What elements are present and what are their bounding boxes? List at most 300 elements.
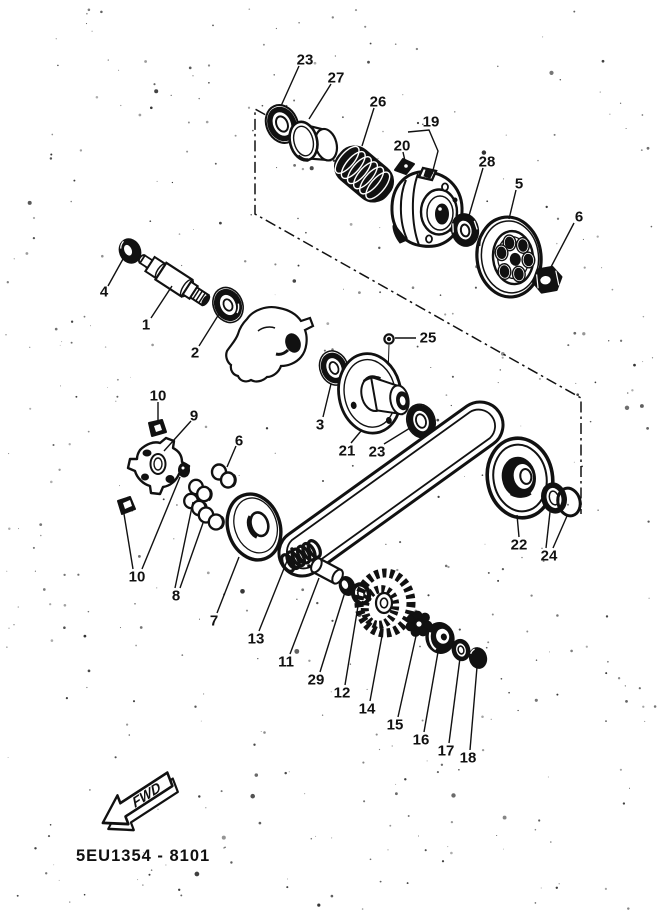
speckle-dot	[446, 394, 448, 396]
speckle-dot	[643, 316, 645, 318]
speckle-dot	[305, 232, 307, 234]
speckle-dot	[60, 385, 61, 386]
speckle-dot	[458, 769, 460, 771]
speckle-dot	[153, 83, 155, 85]
callout-17	[438, 658, 460, 760]
speckle-dot	[464, 476, 465, 477]
speckle-dot	[503, 178, 504, 179]
speckle-dot	[203, 693, 204, 694]
speckle-dot	[28, 201, 32, 205]
speckle-dot	[541, 888, 542, 889]
callout-13	[248, 561, 287, 648]
speckle-dot	[451, 821, 453, 823]
speckle-dot	[70, 201, 72, 203]
speckle-dot	[317, 904, 320, 907]
part-cap-18	[468, 646, 489, 669]
speckle-dot	[144, 60, 147, 63]
callout-28	[468, 154, 495, 220]
callout-1	[142, 286, 172, 334]
speckle-dot	[654, 705, 657, 708]
part-clutch-housing-5	[473, 214, 545, 300]
speckle-dot	[273, 74, 274, 75]
speckle-dot	[520, 426, 521, 427]
speckle-dot	[331, 691, 332, 692]
speckle-dot	[437, 496, 439, 498]
callout-26	[362, 94, 386, 147]
speckle-dot	[219, 222, 222, 225]
speckle-dot	[53, 864, 54, 865]
parts-layer	[116, 100, 583, 670]
callout-label-26: 26	[369, 93, 387, 111]
callout-29	[308, 592, 345, 689]
callout-label-18: 18	[459, 749, 477, 767]
leader-line-6	[551, 223, 574, 267]
leader-line-16	[424, 652, 438, 732]
speckle-dot	[642, 706, 644, 708]
part-washer-17	[452, 639, 470, 660]
callout-label-4: 4	[99, 283, 109, 301]
speckle-dot	[91, 31, 92, 32]
callout-label-22: 22	[510, 536, 528, 554]
speckle-dot	[502, 568, 504, 570]
speckle-dot	[296, 599, 297, 600]
callout-9	[164, 408, 198, 452]
speckle-dot	[88, 9, 91, 12]
speckle-dot	[542, 36, 543, 37]
speckle-dot	[120, 105, 121, 106]
speckle-dot	[573, 332, 576, 335]
speckle-dot	[575, 383, 576, 384]
speckle-dot	[641, 149, 643, 151]
speckle-dot	[55, 328, 58, 331]
speckle-dot	[266, 427, 268, 429]
speckle-dot	[491, 719, 492, 720]
part-rollers-8	[184, 480, 223, 530]
speckle-dot	[385, 544, 386, 545]
speckle-dot	[107, 387, 108, 388]
callout-label-14: 14	[358, 700, 376, 718]
speckle-dot	[526, 631, 528, 633]
speckle-dot	[80, 149, 82, 151]
speckle-dot	[618, 677, 620, 679]
speckle-dot	[139, 114, 142, 117]
speckle-dot	[50, 153, 52, 155]
speckle-dot	[250, 794, 255, 799]
speckle-dot	[63, 574, 65, 576]
speckle-dot	[535, 829, 537, 831]
speckle-dot	[379, 227, 380, 228]
speckle-dot	[235, 135, 237, 137]
callout-27	[309, 70, 344, 120]
speckle-dot	[574, 462, 575, 463]
speckle-dot	[508, 692, 510, 694]
speckle-dot	[8, 527, 10, 529]
speckle-dot	[554, 134, 556, 136]
part-bearing-2	[207, 283, 248, 328]
speckle-dot	[627, 392, 629, 394]
speckle-dot	[623, 802, 625, 804]
callout-label-9: 9	[189, 407, 199, 425]
speckle-dot	[626, 128, 627, 129]
leader-line-28	[468, 168, 483, 219]
speckle-dot	[33, 217, 35, 219]
part-roller-6	[212, 465, 235, 488]
leader-line-13	[259, 561, 287, 631]
speckle-dot	[158, 809, 159, 810]
leader-line-24	[546, 512, 550, 548]
speckle-dot	[263, 731, 266, 734]
speckle-dot	[521, 557, 522, 558]
speckle-dot	[389, 825, 391, 827]
callout-10	[150, 388, 167, 421]
speckle-dot	[620, 103, 621, 104]
speckle-dot	[154, 89, 158, 93]
speckle-dot	[417, 346, 419, 348]
speckle-dot	[18, 528, 19, 529]
part-nut-6	[531, 266, 562, 293]
speckle-dot	[172, 182, 173, 183]
speckle-dot	[647, 520, 649, 522]
speckle-dot	[549, 71, 553, 75]
speckle-dot	[651, 226, 653, 228]
speckle-dot	[33, 547, 35, 549]
callout-6	[227, 433, 243, 468]
leader-line-14	[370, 636, 382, 701]
speckle-dot	[311, 838, 313, 840]
callout-4	[100, 259, 123, 301]
callout-label-16: 16	[412, 731, 430, 749]
speckle-dot	[606, 615, 608, 617]
speckle-dot	[222, 836, 226, 840]
speckle-dot	[179, 233, 181, 235]
leader-line-17	[449, 658, 460, 743]
speckle-dot	[198, 98, 199, 99]
leader-line-11	[290, 578, 319, 654]
speckle-dot	[134, 603, 136, 605]
speckle-dot	[88, 431, 90, 433]
speckle-dot	[597, 510, 598, 511]
speckle-dot	[567, 504, 569, 506]
speckle-dot	[230, 861, 232, 863]
callout-label-27: 27	[327, 69, 345, 87]
speckle-dot	[417, 122, 419, 124]
speckle-dot	[350, 223, 353, 226]
part-slider-10-top	[149, 420, 166, 436]
speckle-dot	[497, 580, 499, 582]
speckle-dot	[116, 396, 118, 398]
speckle-dot	[502, 357, 504, 359]
callout-label-6: 6	[234, 432, 244, 450]
callout-label-7: 7	[209, 612, 219, 630]
leader-line-5	[509, 190, 516, 219]
speckle-dot	[576, 393, 579, 396]
part-spring-26	[328, 140, 400, 209]
speckle-dot	[50, 157, 52, 159]
speckle-dot	[293, 164, 296, 167]
speckle-dot	[199, 619, 200, 620]
speckle-dot	[129, 734, 131, 736]
speckle-dot	[223, 847, 224, 848]
speckle-dot	[73, 180, 75, 182]
speckle-dot	[535, 699, 538, 702]
speckle-dot	[246, 610, 248, 612]
speckle-dot	[248, 8, 250, 10]
speckle-dot	[8, 757, 9, 758]
leader-line-8	[180, 523, 203, 588]
speckle-dot	[149, 220, 151, 222]
speckle-dot	[332, 16, 334, 18]
speckle-dot	[140, 626, 143, 629]
speckle-dot	[188, 122, 190, 124]
callout-24	[541, 512, 567, 565]
callout-label-1: 1	[141, 316, 151, 334]
speckle-dot	[350, 663, 351, 664]
leader-line-23	[384, 428, 410, 444]
speckle-dot	[206, 121, 209, 124]
speckle-dot	[198, 795, 200, 797]
speckle-dot	[601, 267, 602, 268]
callout-16	[413, 652, 438, 749]
callout-label-24: 24	[540, 547, 558, 565]
speckle-dot	[503, 816, 507, 820]
speckle-dot	[437, 771, 439, 773]
speckle-dot	[497, 66, 498, 67]
speckle-dot	[133, 700, 135, 702]
callout-22	[511, 515, 528, 554]
leader-line-4	[108, 259, 123, 286]
speckle-dot	[119, 485, 120, 486]
speckle-dot	[605, 888, 607, 890]
speckle-dot	[377, 158, 378, 159]
speckle-dot	[486, 200, 488, 202]
speckle-dot	[363, 800, 365, 802]
speckle-dot	[86, 23, 87, 24]
speckle-dot	[289, 771, 290, 772]
speckle-dot	[612, 289, 614, 291]
speckle-dot	[71, 342, 73, 344]
speckle-dot	[250, 214, 251, 215]
callout-5	[509, 176, 523, 220]
speckle-dot	[50, 481, 53, 484]
speckle-dot	[404, 778, 406, 780]
callout-21	[339, 431, 361, 460]
speckle-dot	[194, 706, 196, 708]
speckle-dot	[208, 64, 210, 66]
speckle-dot	[297, 218, 298, 219]
speckle-dot	[412, 286, 415, 289]
speckle-dot	[66, 697, 68, 699]
leader-line-10	[124, 514, 133, 569]
speckle-dot	[57, 65, 59, 67]
speckle-dot	[298, 22, 300, 24]
leader-line-7	[217, 557, 239, 613]
speckle-dot	[418, 836, 419, 837]
speckle-dot	[556, 614, 559, 617]
speckle-dot	[310, 166, 314, 170]
speckle-dot	[302, 168, 304, 170]
speckle-dot	[150, 106, 153, 109]
speckle-dot	[573, 11, 575, 13]
speckle-dot	[18, 606, 20, 608]
speckle-dot	[84, 316, 86, 318]
speckle-dot	[422, 720, 424, 722]
speckle-dot	[275, 294, 276, 295]
speckle-dot	[485, 544, 486, 545]
speckle-dot	[436, 419, 439, 422]
speckle-dot	[84, 894, 86, 896]
speckle-dot	[51, 134, 53, 136]
speckle-dot	[255, 773, 258, 776]
speckle-dot	[500, 369, 502, 371]
callout-label-6: 6	[574, 208, 584, 226]
speckle-dot	[536, 659, 537, 660]
speckle-dot	[586, 646, 588, 648]
speckle-dot	[263, 44, 265, 46]
speckle-dot	[488, 572, 490, 574]
speckle-dot	[48, 835, 50, 837]
speckle-dot	[51, 639, 54, 642]
speckle-dot	[358, 291, 361, 294]
speckle-dot	[538, 819, 540, 821]
speckle-dot	[115, 756, 117, 758]
speckle-dot	[50, 824, 52, 826]
speckle-dot	[286, 886, 288, 888]
callout-18	[460, 667, 477, 767]
speckle-dot	[535, 902, 537, 904]
speckle-dot	[17, 895, 19, 897]
speckle-dot	[105, 346, 106, 347]
speckle-dot	[178, 889, 180, 891]
speckle-dot	[86, 13, 88, 15]
part-drive-shaft-1	[134, 249, 213, 310]
speckle-dot	[440, 294, 442, 296]
speckle-dot	[315, 836, 316, 837]
speckle-dot	[221, 790, 223, 792]
callout-label-15: 15	[386, 716, 404, 734]
speckle-dot	[639, 687, 641, 689]
speckle-dot	[276, 28, 277, 29]
speckle-dot	[259, 822, 262, 825]
fwd-label: FWD	[130, 778, 163, 811]
speckle-dot	[376, 734, 378, 736]
speckle-dot	[430, 367, 431, 368]
speckle-dot	[301, 588, 304, 591]
speckle-dot	[450, 852, 453, 855]
speckle-dot	[459, 629, 461, 631]
speckle-dot	[331, 895, 334, 898]
speckle-dot	[556, 887, 558, 889]
speckle-dot	[208, 82, 210, 84]
speckle-dot	[395, 792, 398, 795]
callout-6	[551, 209, 583, 268]
speckle-dot	[550, 841, 552, 843]
callout-label-21: 21	[338, 442, 356, 460]
leader-line-21	[351, 431, 361, 443]
speckle-dot	[607, 661, 609, 663]
speckle-dot	[331, 620, 333, 622]
speckle-dot	[13, 624, 14, 625]
speckle-dot	[244, 260, 246, 262]
speckle-dot	[382, 131, 384, 133]
speckle-dot	[584, 267, 586, 269]
speckle-dot	[537, 160, 538, 161]
speckle-dot	[452, 376, 454, 378]
speckle-dot	[186, 151, 188, 153]
speckle-dot	[6, 646, 7, 647]
speckle-dot	[63, 626, 66, 629]
callout-3	[316, 384, 331, 434]
speckle-dot	[156, 587, 157, 588]
speckle-dot	[239, 475, 240, 476]
speckle-dot	[605, 720, 607, 722]
speckle-dot	[402, 94, 403, 95]
speckle-dot	[326, 322, 329, 325]
speckle-dot	[176, 504, 178, 506]
speckle-dot	[135, 645, 137, 647]
speckle-dot	[108, 59, 109, 60]
speckle-dot	[39, 523, 42, 526]
speckle-dot	[486, 647, 488, 649]
speckle-dot	[625, 700, 628, 703]
speckle-dot	[248, 107, 250, 109]
speckle-dot	[558, 883, 559, 884]
speckle-dot	[64, 604, 67, 607]
speckle-dot	[56, 38, 57, 39]
speckle-dot	[343, 289, 344, 290]
speckle-dot	[322, 715, 323, 716]
speckle-dot	[370, 43, 372, 45]
callout-11	[278, 578, 319, 671]
speckle-dot	[602, 60, 605, 63]
callout-label-29: 29	[307, 671, 325, 689]
speckle-dot	[582, 332, 585, 335]
speckle-dot	[69, 902, 70, 903]
speckle-dot	[215, 163, 217, 165]
speckle-dot	[6, 571, 7, 572]
speckle-dot	[427, 594, 429, 596]
speckle-dot	[331, 837, 332, 838]
callout-label-8: 8	[171, 587, 181, 605]
speckle-dot	[88, 670, 91, 673]
speckle-dot	[126, 724, 128, 726]
speckle-dot	[335, 55, 336, 56]
speckle-dot	[49, 603, 51, 605]
callout-15	[387, 636, 416, 734]
speckle-dot	[452, 313, 454, 315]
speckle-dot	[644, 721, 645, 722]
speckle-dot	[447, 846, 448, 847]
speckle-dot	[416, 48, 418, 50]
speckle-dot	[646, 427, 649, 430]
speckle-dot	[447, 566, 449, 568]
speckle-dot	[33, 237, 35, 239]
speckle-dot	[40, 535, 42, 537]
speckle-dot	[173, 538, 174, 539]
leader-line-18	[470, 667, 477, 750]
speckle-dot	[590, 421, 592, 423]
speckle-dot	[163, 498, 165, 500]
speckle-dot	[84, 635, 87, 638]
speckle-dot	[620, 769, 622, 771]
speckle-dot	[517, 710, 518, 711]
speckle-dot	[362, 762, 364, 764]
speckle-dot	[298, 265, 300, 267]
speckle-dot	[60, 345, 61, 346]
speckle-dot	[192, 75, 193, 76]
speckle-dot	[287, 879, 288, 880]
speckle-dot	[314, 62, 317, 65]
speckle-dot	[61, 341, 62, 342]
